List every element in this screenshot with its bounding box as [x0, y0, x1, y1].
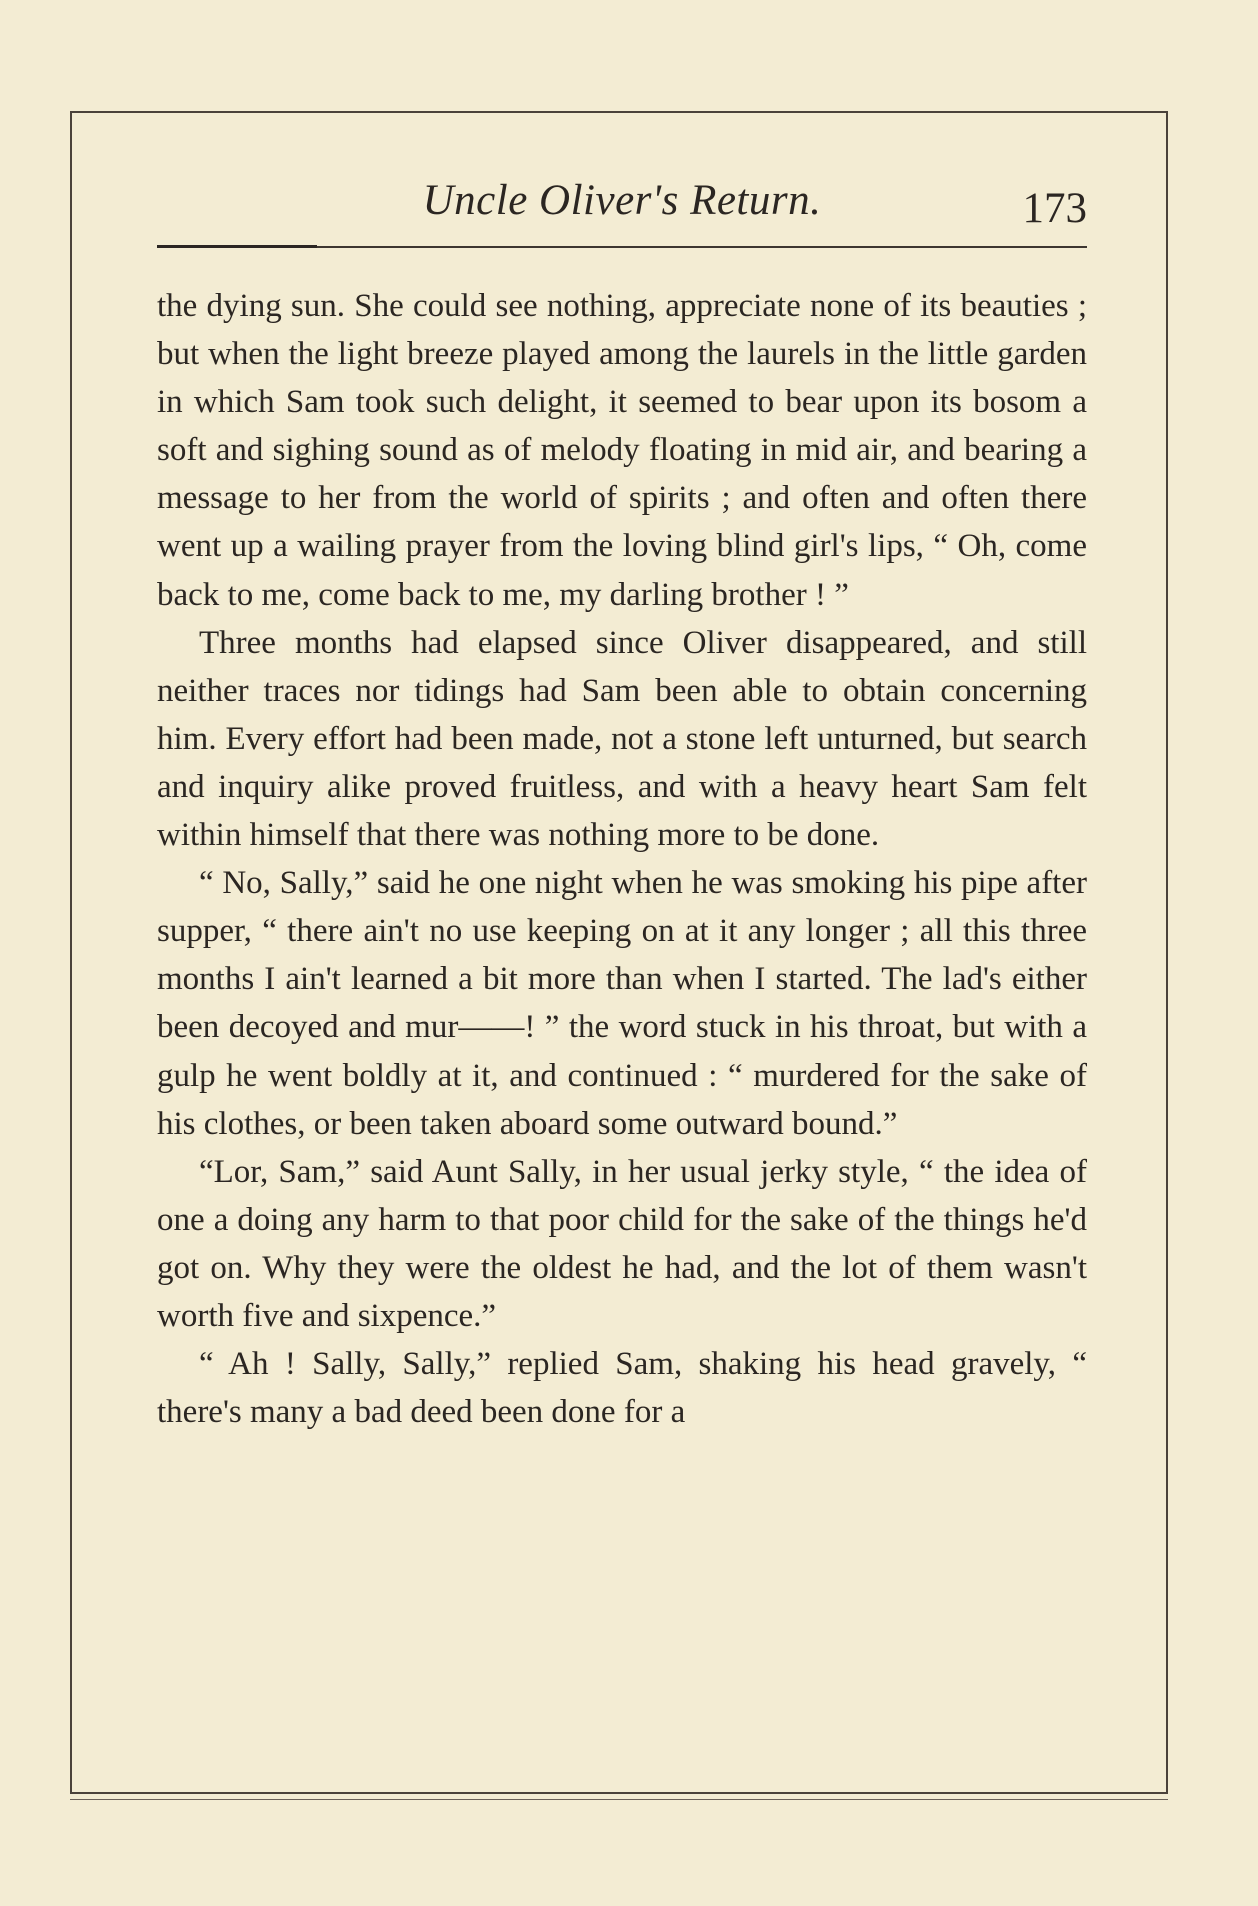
page-header [157, 170, 1087, 250]
running-title: Uncle Oliver's Return. [422, 177, 822, 224]
paragraph-4: “Lor, Sam,” said Aunt Sally, in her usual jerky style, “ the idea of one a doing any harm to that poor child for the sake of the things he'd got on. Why they were the oldest he had, and the lot of them wasn't worth five and sixpence.” [157, 1153, 1087, 1334]
body-text [157, 282, 1087, 1436]
paragraph-2: Three months had elapsed since Oliver disappeared, and still neither traces nor tidings had Sam been able to obtain concerning him. Every effort had been made, not a stone left unturned, but search and inquiry alike proved fruitless, and with a heavy heart Sam felt within himself that there was nothing more to be done. [157, 624, 1087, 854]
header-rule-accent [157, 245, 317, 248]
page-number: 173 [1022, 185, 1087, 232]
paragraph-3: “ No, Sally,” said he one night when he was smoking his pipe after supper, “ there ain't no use keeping on at it any longer ; all this three months I ain't learned a bit more than when I started. The lad's either been decoyed and mur——! ” the word stuck in his throat, but with a gulp he went boldly at it, and continued : “ murdered for the sake of his clothes, or been taken aboard some outward bound.” [157, 865, 1087, 1142]
paragraph-1: the dying sun. She could see nothing, appreciate none of its beauties ; but when the light breeze played among the laurels in the little garden in which Sam took such delight, it seemed to bear upon its bosom a soft and sighing sound as of melody floating in mid air, and bearing a message to her from the world of spirits ; and often and often there went up a wailing prayer from the loving blind girl's lips, “ Oh, come back to me, come back to me, my darling brother ! ” [157, 288, 1087, 613]
page-frame-bottom-line [70, 1799, 1168, 1800]
paragraph-5: “ Ah ! Sally, Sally,” replied Sam, shaking his head gravely, “ there's many a bad deed been done for a [157, 1346, 1087, 1431]
